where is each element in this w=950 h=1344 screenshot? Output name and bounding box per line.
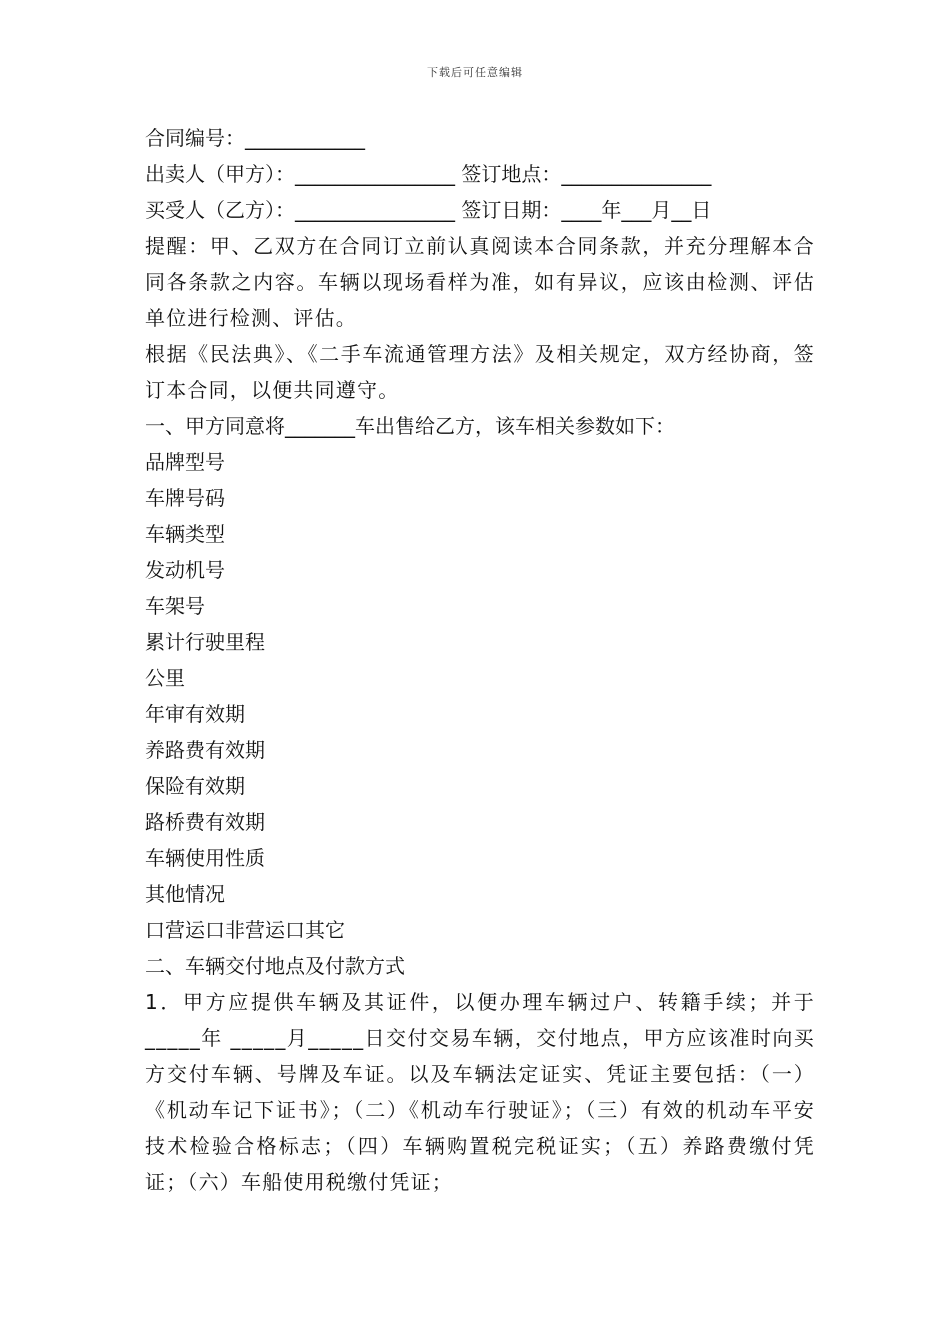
section-1-title: 一、甲方同意将_______车出售给乙方，该车相关参数如下： bbox=[145, 414, 675, 438]
contract-number-line: 合同编号：____________ bbox=[145, 126, 365, 150]
clause-1-paragraph: 1．甲方应提供车辆及其证件，以便办理车辆过户、转籍手续；并于_____年 _____月_____日交付交易车辆，交付地点，甲方应该准时向买方交付车辆、号牌及车证。以及车辆法定证实、凭证主要包括：（一）《机动车记下证书》；（二）《机动车行驶证》；（三）有效的机动车平安技术检验合格标志；（四）车辆购置税完税证实；（五）养路费缴付凭证；（六）车船使用税缴付凭证； bbox=[145, 990, 815, 1194]
legal-basis-paragraph: 根据《民法典》、《二手车流通管理方法》及相关规定，双方经协商，签订本合同，以便共同遵守。 bbox=[145, 342, 815, 402]
param-item: 车辆使用性质 bbox=[145, 846, 265, 870]
buyer-line: 买受人（乙方）：________________ 签订日期：____年___月__日 bbox=[145, 198, 712, 222]
param-item: 发动机号 bbox=[145, 558, 225, 582]
param-item: 其他情况 bbox=[145, 882, 225, 906]
seller-line: 出卖人（甲方）：________________ 签订地点：_______________ bbox=[145, 162, 712, 186]
page-header-note: 下载后可任意编辑 bbox=[427, 66, 523, 79]
param-item: 保险有效期 bbox=[145, 774, 245, 798]
param-item: 年审有效期 bbox=[145, 702, 245, 726]
param-item: 养路费有效期 bbox=[145, 738, 265, 762]
param-item: 品牌型号 bbox=[145, 450, 225, 474]
param-item: 公里 bbox=[145, 666, 185, 690]
param-item: 车架号 bbox=[145, 594, 205, 618]
contract-body bbox=[145, 120, 815, 1200]
vehicle-parameter-list bbox=[145, 444, 815, 948]
param-item: 累计行驶里程 bbox=[145, 630, 265, 654]
reminder-paragraph: 提醒：甲、乙双方在合同订立前认真阅读本合同条款，并充分理解本合同各条款之内容。车辆以现场看样为准，如有异议，应该由检测、评估单位进行检测、评估。 bbox=[145, 234, 815, 330]
section-2-title: 二、车辆交付地点及付款方式 bbox=[145, 954, 405, 978]
param-item: 口营运口非营运口其它 bbox=[145, 918, 345, 942]
param-item: 车牌号码 bbox=[145, 486, 225, 510]
param-item: 车辆类型 bbox=[145, 522, 225, 546]
param-item: 路桥费有效期 bbox=[145, 810, 265, 834]
